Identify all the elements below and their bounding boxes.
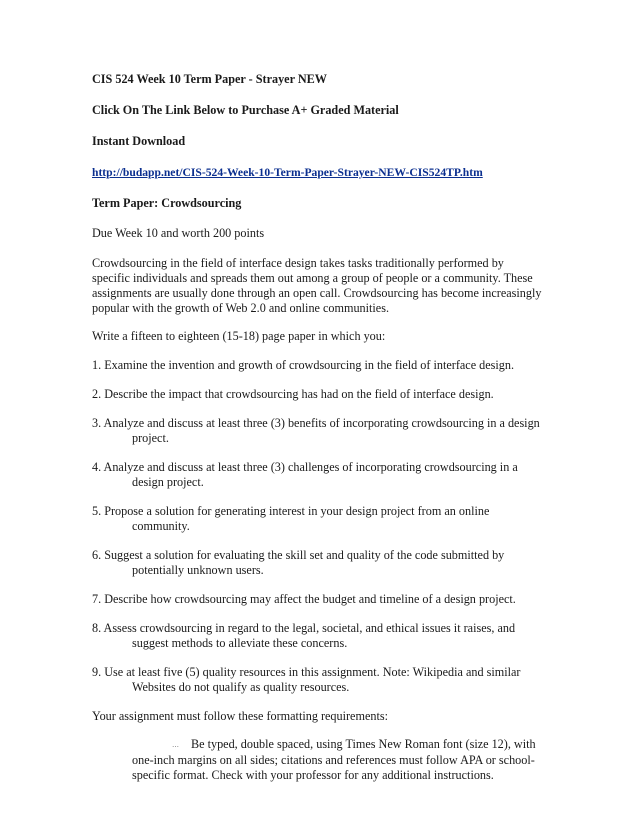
list-item-9: 9. Use at least five (5) quality resources in this assignment. Note: Wikipedia and similar Websites do not qualify as quality resources. (92, 665, 521, 694)
intro-paragraph: Crowdsourcing in the field of interface design takes tasks traditionally performed by specific individuals and spreads them out among a group of people or a community. These assignments are usually done through an open call. Crowdsourcing has become increasingly popular with the growth of Web 2.0 and online communities. (92, 256, 542, 315)
instant-download: Instant Download (92, 134, 186, 148)
write-instruction: Write a fifteen to eighteen (15-18) page paper in which you: (92, 329, 386, 343)
doc-title: CIS 524 Week 10 Term Paper - Strayer NEW (92, 72, 327, 86)
list-item-1: 1. Examine the invention and growth of crowdsourcing in the field of interface design. (92, 358, 515, 372)
list-item-8: 8. Assess crowdsourcing in regard to the legal, societal, and ethical issues it raises, and suggest methods to alleviate these concerns. (92, 621, 516, 650)
list-item-3: 3. Analyze and discuss at least three (3) benefits of incorporating crowdsourcing in a design project. (92, 416, 540, 445)
list-item-4: 4. Analyze and discuss at least three (3) challenges of incorporating crowdsourcing in a design project. (92, 460, 518, 489)
list-item-5: 5. Propose a solution for generating interest in your design project from an online community. (92, 504, 490, 533)
purchase-text: Click On The Link Below to Purchase A+ Graded Material (92, 103, 399, 117)
due-text: Due Week 10 and worth 200 points (92, 226, 265, 240)
doc-subtitle: Term Paper: Crowdsourcing (92, 196, 242, 210)
document-page (92, 72, 542, 783)
formatting-bullet (92, 737, 542, 783)
bullet-marker: … (172, 740, 179, 749)
list-item-2: 2. Describe the impact that crowdsourcing has had on the field of interface design. (92, 387, 494, 401)
list-item-7: 7. Describe how crowdsourcing may affect the budget and timeline of a design project. (92, 592, 516, 606)
list-item-6: 6. Suggest a solution for evaluating the skill set and quality of the code submitted by potentially unknown users. (92, 548, 505, 577)
purchase-link[interactable]: http://budapp.net/CIS-524-Week-10-Term-Paper-Strayer-NEW-CIS524TP.htm (92, 166, 483, 179)
bullet-text: Be typed, double spaced, using Times New Roman font (size 12), with one-inch margins on all sides; citations and references must follow APA or school-specific format. Check with your professor for any additional instructions. (132, 737, 536, 782)
formatting-heading: Your assignment must follow these formatting requirements: (92, 709, 388, 723)
